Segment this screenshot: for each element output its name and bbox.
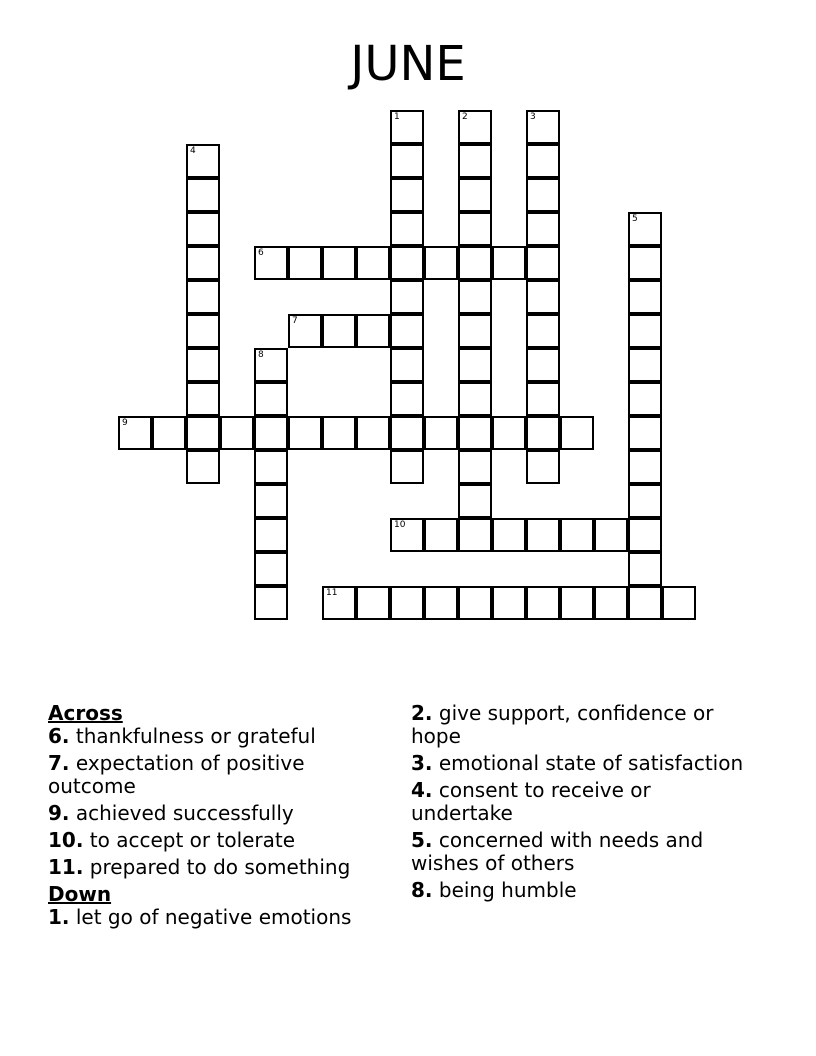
- grid-cell[interactable]: [254, 348, 288, 382]
- grid-cell[interactable]: [560, 416, 594, 450]
- clue-number-label: 7: [292, 316, 298, 326]
- grid-cell[interactable]: [492, 416, 526, 450]
- grid-cell[interactable]: [458, 314, 492, 348]
- grid-cell[interactable]: [186, 246, 220, 280]
- grid-cell[interactable]: [526, 178, 560, 212]
- grid-cell[interactable]: [628, 348, 662, 382]
- clue-down-4: [411, 779, 756, 825]
- grid-cell[interactable]: [288, 416, 322, 450]
- grid-cell[interactable]: [390, 178, 424, 212]
- grid-cell[interactable]: [628, 280, 662, 314]
- clue-number-label: 4: [190, 146, 196, 156]
- grid-cell[interactable]: [526, 110, 560, 144]
- grid-cell[interactable]: [492, 246, 526, 280]
- grid-cell[interactable]: [254, 552, 288, 586]
- clue-down-3: [411, 752, 756, 775]
- grid-cell[interactable]: [458, 246, 492, 280]
- grid-cell[interactable]: [526, 280, 560, 314]
- grid-cell[interactable]: [458, 144, 492, 178]
- grid-cell[interactable]: [186, 144, 220, 178]
- clue-number: 3.: [411, 751, 433, 775]
- grid-cell[interactable]: [186, 450, 220, 484]
- clue-number: 8.: [411, 878, 433, 902]
- clue-text: thankfulness or grateful: [75, 724, 316, 748]
- grid-cell[interactable]: [458, 348, 492, 382]
- clue-number: 5.: [411, 828, 433, 852]
- grid-cell[interactable]: [390, 110, 424, 144]
- clue-number: 2.: [411, 701, 433, 725]
- grid-cell[interactable]: [560, 518, 594, 552]
- grid-cell[interactable]: [628, 246, 662, 280]
- grid-cell[interactable]: [254, 586, 288, 620]
- clue-number-label: 9: [122, 418, 128, 428]
- clue-number: 4.: [411, 778, 433, 802]
- clue-text: let go of negative emotions: [75, 905, 352, 929]
- grid-cell[interactable]: [526, 314, 560, 348]
- grid-cell[interactable]: [458, 484, 492, 518]
- clue-across-10: [48, 829, 393, 852]
- clue-text: give support, confidence or hope: [411, 701, 714, 748]
- grid-cell[interactable]: [390, 144, 424, 178]
- grid-cell[interactable]: [458, 178, 492, 212]
- grid-cell[interactable]: [322, 416, 356, 450]
- grid-cell[interactable]: [186, 348, 220, 382]
- grid-cell[interactable]: [186, 382, 220, 416]
- grid-cell[interactable]: [628, 382, 662, 416]
- clue-text: consent to receive or undertake: [411, 778, 651, 825]
- grid-cell[interactable]: [628, 212, 662, 246]
- grid-cell[interactable]: [186, 178, 220, 212]
- grid-cell[interactable]: [628, 314, 662, 348]
- grid-cell[interactable]: [458, 280, 492, 314]
- grid-cell[interactable]: [526, 518, 560, 552]
- grid-cell[interactable]: [526, 450, 560, 484]
- clue-number: 9.: [48, 801, 70, 825]
- clue-text: to accept or tolerate: [89, 828, 296, 852]
- clue-number-label: 5: [632, 214, 638, 224]
- clue-number: 10.: [48, 828, 84, 852]
- clue-number: 7.: [48, 751, 70, 775]
- grid-cell[interactable]: [526, 144, 560, 178]
- clue-number: 6.: [48, 724, 70, 748]
- grid-cell[interactable]: [186, 314, 220, 348]
- grid-cell[interactable]: [288, 314, 322, 348]
- grid-cell[interactable]: [424, 246, 458, 280]
- grid-cell[interactable]: [118, 416, 152, 450]
- clue-across-9: [48, 802, 393, 825]
- grid-cell[interactable]: [288, 246, 322, 280]
- grid-cell[interactable]: [492, 518, 526, 552]
- grid-cell[interactable]: [390, 450, 424, 484]
- clue-across-7: [48, 752, 393, 798]
- grid-cell[interactable]: [458, 110, 492, 144]
- grid-cell[interactable]: [628, 484, 662, 518]
- clue-across-6: [48, 725, 393, 748]
- clue-number-label: 10: [394, 520, 406, 530]
- grid-cell[interactable]: [390, 246, 424, 280]
- grid-cell[interactable]: [628, 450, 662, 484]
- grid-cell[interactable]: [458, 586, 492, 620]
- grid-cell[interactable]: [458, 518, 492, 552]
- grid-cell[interactable]: [254, 382, 288, 416]
- clue-number: 11.: [48, 855, 84, 879]
- grid-cell[interactable]: [186, 280, 220, 314]
- clue-text: prepared to do something: [89, 855, 351, 879]
- grid-cell[interactable]: [390, 314, 424, 348]
- grid-cell[interactable]: [628, 552, 662, 586]
- grid-cell[interactable]: [458, 382, 492, 416]
- down-heading: Down: [48, 882, 112, 906]
- grid-cell[interactable]: [526, 416, 560, 450]
- clue-text: achieved successfully: [75, 801, 294, 825]
- clue-text: being humble: [438, 878, 577, 902]
- grid-cell[interactable]: [526, 382, 560, 416]
- grid-cell[interactable]: [390, 586, 424, 620]
- clue-number: 1.: [48, 905, 70, 929]
- grid-cell[interactable]: [560, 586, 594, 620]
- grid-cell[interactable]: [322, 314, 356, 348]
- grid-cell[interactable]: [594, 518, 628, 552]
- clue-down-8: [411, 879, 756, 902]
- clue-number-label: 8: [258, 350, 264, 360]
- grid-cell[interactable]: [152, 416, 186, 450]
- grid-cell[interactable]: [254, 450, 288, 484]
- grid-cell[interactable]: [424, 518, 458, 552]
- grid-cell[interactable]: [628, 416, 662, 450]
- grid-cell[interactable]: [526, 586, 560, 620]
- clue-across-11: [48, 856, 393, 879]
- grid-cell[interactable]: [356, 246, 390, 280]
- clues-right-column: [411, 702, 756, 906]
- across-heading: Across: [48, 701, 123, 725]
- grid-cell[interactable]: [526, 212, 560, 246]
- grid-cell[interactable]: [390, 280, 424, 314]
- grid-cell[interactable]: [254, 484, 288, 518]
- grid-cell[interactable]: [594, 586, 628, 620]
- grid-cell[interactable]: [526, 348, 560, 382]
- page-title: JUNE: [350, 36, 466, 92]
- grid-cell[interactable]: [390, 382, 424, 416]
- clues-left-column: [48, 702, 393, 933]
- clue-number-label: 6: [258, 248, 264, 258]
- grid-cell[interactable]: [322, 586, 356, 620]
- grid-cell[interactable]: [356, 416, 390, 450]
- grid-cell[interactable]: [390, 518, 424, 552]
- grid-cell[interactable]: [186, 212, 220, 246]
- grid-cell[interactable]: [458, 450, 492, 484]
- grid-cell[interactable]: [186, 416, 220, 450]
- grid-cell[interactable]: [390, 348, 424, 382]
- clue-down-5: [411, 829, 756, 875]
- clue-down-1: [48, 906, 393, 929]
- clue-text: emotional state of satisfaction: [438, 751, 744, 775]
- grid-cell[interactable]: [628, 518, 662, 552]
- grid-cell[interactable]: [254, 246, 288, 280]
- grid-cell[interactable]: [662, 586, 696, 620]
- grid-cell[interactable]: [356, 586, 390, 620]
- clue-number-label: 11: [326, 588, 338, 598]
- grid-cell[interactable]: [254, 518, 288, 552]
- grid-cell[interactable]: [458, 416, 492, 450]
- clue-number-label: 3: [530, 112, 536, 122]
- clue-text: expectation of positive outcome: [48, 751, 305, 798]
- clue-number-label: 1: [394, 112, 400, 122]
- grid-cell[interactable]: [390, 416, 424, 450]
- grid-cell[interactable]: [526, 246, 560, 280]
- grid-cell[interactable]: [628, 586, 662, 620]
- clue-number-label: 2: [462, 112, 468, 122]
- grid-cell[interactable]: [492, 586, 526, 620]
- grid-cell[interactable]: [424, 586, 458, 620]
- grid-cell[interactable]: [220, 416, 254, 450]
- grid-cell[interactable]: [390, 212, 424, 246]
- grid-cell[interactable]: [424, 416, 458, 450]
- clue-text: concerned with needs and wishes of others: [411, 828, 704, 875]
- clue-down-2: [411, 702, 756, 748]
- grid-cell[interactable]: [322, 246, 356, 280]
- grid-cell[interactable]: [254, 416, 288, 450]
- grid-cell[interactable]: [356, 314, 390, 348]
- grid-cell[interactable]: [458, 212, 492, 246]
